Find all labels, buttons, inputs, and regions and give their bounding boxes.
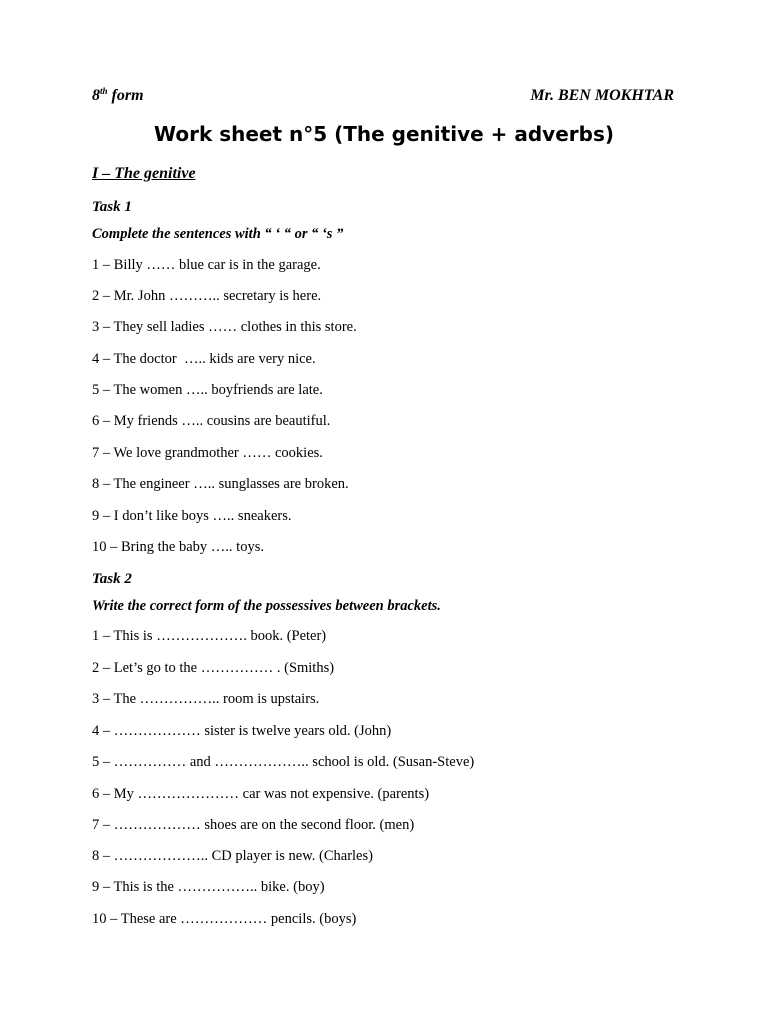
task2-item: 10 – These are ……………… pencils. (boys) <box>92 911 357 927</box>
task2-item: 2 – Let’s go to the …………… . (Smiths) <box>92 660 335 676</box>
task2-item: 6 – My ………………… car was not expensive. (parents) <box>92 786 430 802</box>
header-row <box>92 87 674 107</box>
grade-number: 8 <box>92 87 100 104</box>
grade-label <box>92 87 144 105</box>
task2-item: 3 – The …………….. room is upstairs. <box>92 691 320 707</box>
worksheet-title: Work sheet n°5 (The genitive + adverbs) <box>154 122 614 146</box>
task1-item: 3 – They sell ladies …… clothes in this store. <box>92 319 357 335</box>
task2-label: Task 2 <box>92 571 132 587</box>
task2-item: 9 – This is the …………….. bike. (boy) <box>92 879 325 895</box>
task2-item: 5 – …………… and ……………….. school is old. (Susan-Steve) <box>92 754 475 770</box>
task2-item: 4 – ……………… sister is twelve years old. (John) <box>92 723 392 739</box>
task1-label: Task 1 <box>92 199 132 215</box>
section-heading: I – The genitive <box>92 165 196 182</box>
task2-item: 7 – ……………… shoes are on the second floor. (men) <box>92 817 415 833</box>
grade-word: form <box>107 87 144 104</box>
task1-instruction: Complete the sentences with “ ‘ “ or “ ‘s ” <box>92 226 344 242</box>
task1-item: 10 – Bring the baby ….. toys. <box>92 539 264 555</box>
grade-superscript: th <box>100 86 108 96</box>
teacher-name: Mr. BEN MOKHTAR <box>530 87 674 104</box>
task1-item: 5 – The women ….. boyfriends are late. <box>92 382 323 398</box>
task1-item: 7 – We love grandmother …… cookies. <box>92 445 323 461</box>
task2-item: 8 – ……………….. CD player is new. (Charles) <box>92 848 373 864</box>
task1-item: 8 – The engineer ….. sunglasses are broken. <box>92 476 349 492</box>
task2-instruction: Write the correct form of the possessives between brackets. <box>92 598 441 614</box>
task1-item: 4 – The doctor ….. kids are very nice. <box>92 351 316 367</box>
task1-item: 6 – My friends ….. cousins are beautiful. <box>92 413 331 429</box>
task1-item: 9 – I don’t like boys ….. sneakers. <box>92 508 292 524</box>
task2-item: 1 – This is ………………. book. (Peter) <box>92 628 327 644</box>
task1-item: 1 – Billy …… blue car is in the garage. <box>92 257 321 273</box>
task1-item: 2 – Mr. John ……….. secretary is here. <box>92 288 322 304</box>
